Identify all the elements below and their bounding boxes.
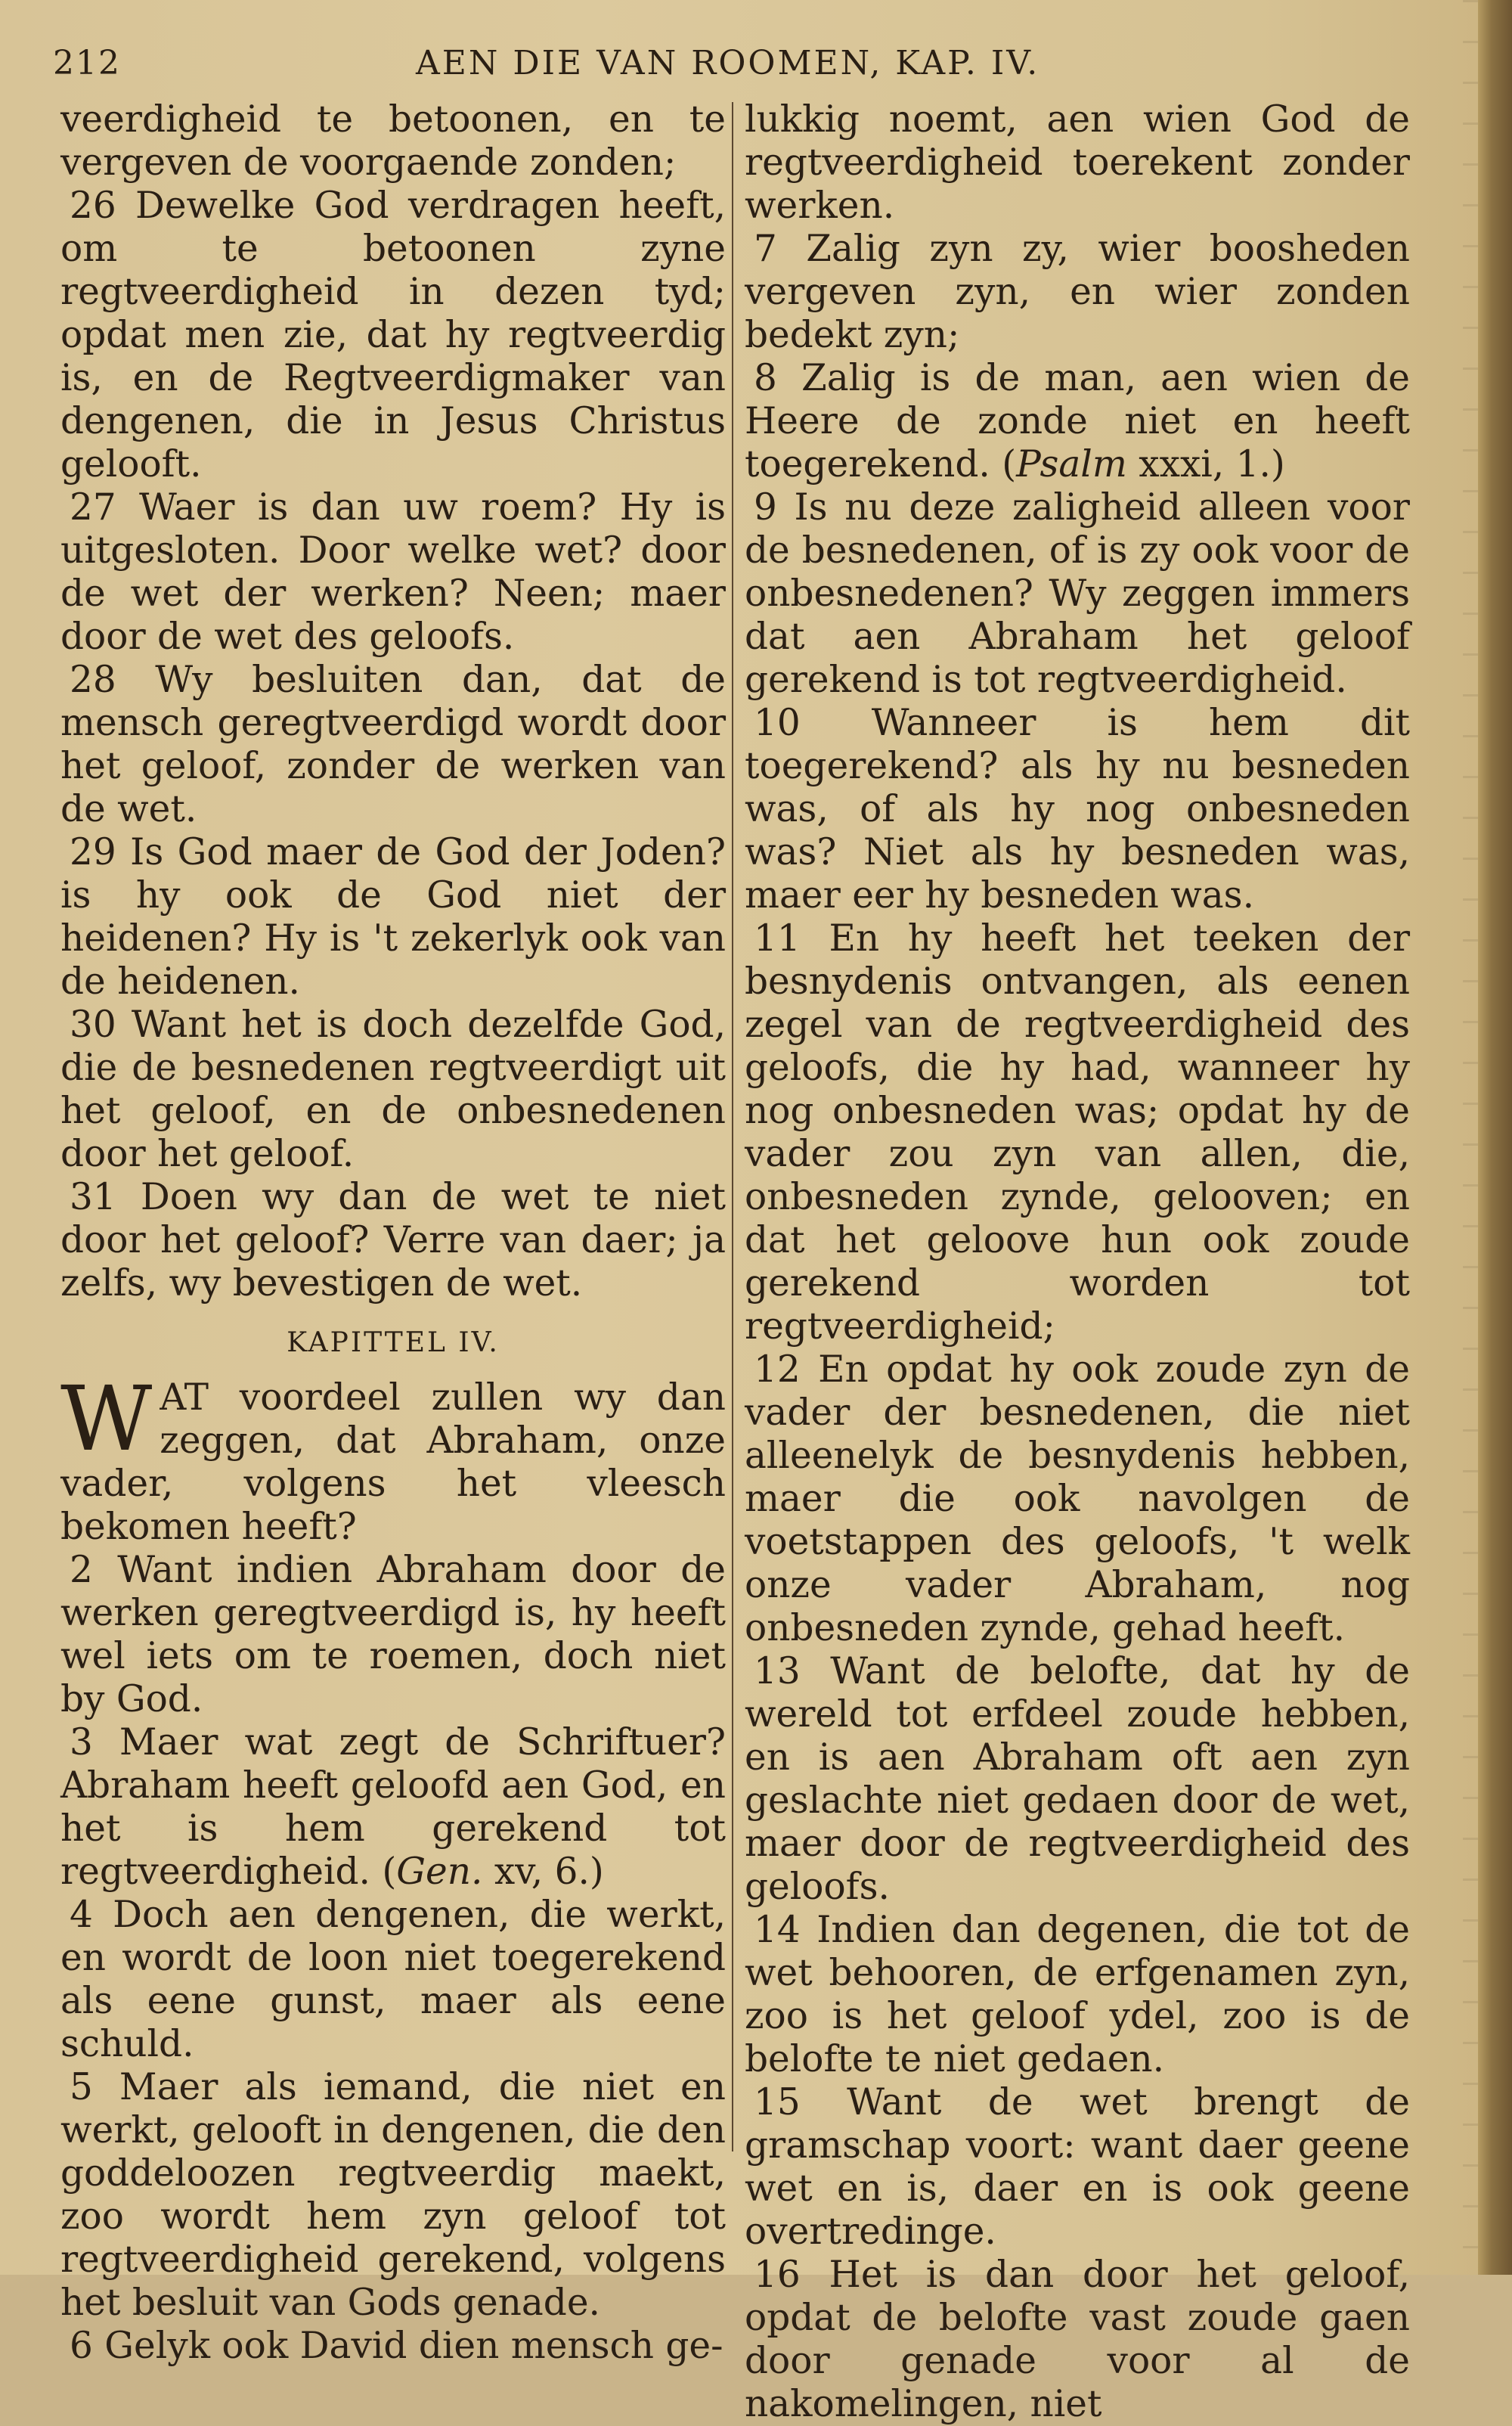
verse-26: 26 Dewelke God verdragen heeft, om te betoonen zyne regtveerdigheid in dezen tyd; opdat men zie, dat hy regtveerdig is, en de Regtveerdigmaker van dengenen, die in Jesus Christus gelooft. [60,185,726,486]
running-header [53,44,1425,89]
verse-1-text: AT voordeel zullen wy dan zeggen, dat Abraham, onze vader, volgens het vleesch bekomen heeft? [60,1376,726,1548]
left-column [60,98,726,2368]
verse-25-continuation: veerdigheid te betoonen, en te vergeven de voorgaende zonden; [60,98,726,184]
verse-3-ref-book: Gen. [396,1851,483,1893]
verse-8-text: 8 Zalig is de man, aen wien de Heere de zonde niet en heeft toegerekend. [745,357,1410,486]
verse-6-start: 6 Gelyk ook David dien mensch ge- [70,2325,723,2367]
verse-2: 2 Want indien Abraham door de werken geregtveerdigd is, hy heeft wel iets om te roemen, doch niet by God. [60,1549,726,1720]
verse-4: 4 Doch aen dengenen, die werkt, en wordt de loon niet toegerekend als eene gunst, maer als eene schuld. [60,1894,726,2065]
verse-11: 11 En hy heeft het teeken der besnydenis ontvangen, als eenen zegel van de regtveerdigheid des geloofs, die hy had, wanneer hy nog onbesneden was; opdat hy de vader zou zyn van allen, die, onbesneden zynde, gelooven; en dat het geloove hun ook zoude gerekend worden tot regtveerdigheid; [745,917,1410,1348]
column-divider [732,102,733,2151]
verse-5: 5 Maer als iemand, die niet en werkt, gelooft in dengenen, die den goddeloozen regtveerdig maekt, zoo wordt hem zyn geloof tot regtveerdigheid gerekend, volgens het besluit van Gods genade. [60,2066,726,2324]
verse-3-text: 3 Maer wat zegt de Schriftuer? Abraham heeft geloofd aen God, en het is hem gerekend tot regtveerdigheid. [60,1721,726,1893]
verse-31: 31 Doen wy dan de wet te niet door het geloof? Verre van daer; ja zelfs, wy bevestigen de wet. [60,1176,726,1305]
verse-1 [60,1367,726,1549]
verse-8-ref-open: ( [1002,443,1017,486]
verse-29: 29 Is God maer de God der Joden? is hy ook de God niet der heidenen? Hy is 't zekerlyk ook van de heidenen. [60,831,726,1003]
verse-16: 16 Het is dan door het geloof, opdat de belofte vast zoude gaen door genade voor al de nakomelingen, niet [745,2254,1410,2425]
verse-15: 15 Want de wet brengt de gramschap voort: want daer geene wet en is, daer en is ook geene overtredinge. [745,2081,1410,2253]
verse-27: 27 Waer is dan uw roem? Hy is uitgesloten. Door welke wet? door de wet der werken? Neen; maer door de wet des geloofs. [60,486,726,658]
page-number: 212 [53,44,121,82]
drop-cap: W [60,1367,153,1471]
next-page-edge [1478,0,1512,2275]
verse-28: 28 Wy besluiten dan, dat de mensch geregtveerdigd wordt door het geloof, zonder de werken van de wet. [60,659,726,830]
verse-13: 13 Want de belofte, dat hy de wereld tot erfdeel zoude hebben, en is aen Abraham oft aen zyn geslachte niet gedaen door de wet, maer door de regtveerdigheid des geloofs. [745,1650,1410,1908]
verse-14: 14 Indien dan degenen, die tot de wet behooren, de erfgenamen zyn, zoo is het geloof ydel, zoo is de belofte te niet gedaen. [745,1909,1410,2080]
verse-8-ref-rest: xxxi, 1.) [1139,443,1285,486]
verse-3-ref-open: ( [382,1851,397,1893]
verse-6-continuation: lukkig noemt, aen wien God de regtveerdigheid toerekent zonder werken. [745,98,1410,227]
verse-3-ref-rest: xv, 6.) [494,1851,604,1893]
verse-12: 12 En opdat hy ook zoude zyn de vader der besnedenen, die niet alleenelyk de besnydenis hebben, maer die ook navolgen de voetstappen des geloofs, 't welk onze vader Abraham, nog onbesneden zynde, gehad heeft. [745,1348,1410,1649]
running-title: AEN DIE VAN ROOMEN, KAP. IV. [416,44,1040,82]
verse-3 [60,1721,726,1894]
verse-7: 7 Zalig zyn zy, wier boosheden vergeven zyn, en wier zonden bedekt zyn; [745,228,1410,356]
right-column [745,98,1410,2426]
verse-8 [745,357,1410,486]
chapter-heading: KAPITTEL IV. [287,1327,500,1358]
verse-9: 9 Is nu deze zaligheid alleen voor de besnedenen, of is zy ook voor de onbesnedenen? Wy zeggen immers dat aen Abraham het geloof gerekend is tot regtveerdigheid. [745,486,1410,701]
verse-30: 30 Want het is doch dezelfde God, die de besnedenen regtveerdigt uit het geloof, en de onbesnedenen door het geloof. [60,1004,726,1175]
verse-8-ref-book: Psalm [1016,443,1127,486]
verse-10: 10 Wanneer is hem dit toegerekend? als hy nu besneden was, of als hy nog onbesneden was? Niet als hy besneden was, maer eer hy besneden was. [745,702,1410,917]
